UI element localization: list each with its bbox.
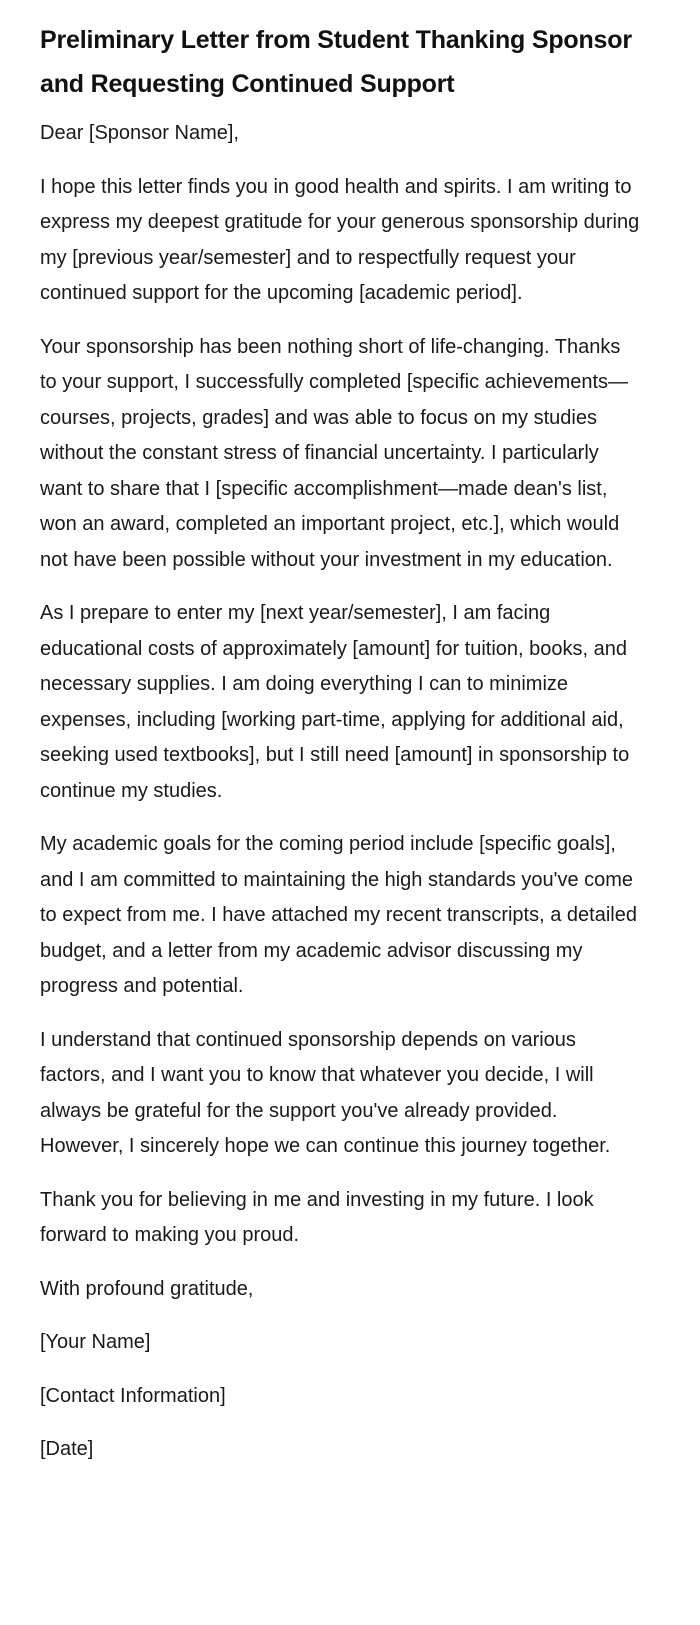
signature-name: [Your Name] [40,1331,151,1353]
letter-date: [Date] [40,1438,94,1460]
contact-information: [Contact Information] [40,1384,226,1407]
body-paragraph-2: Your sponsorship has been nothing short of life-changing. Thanks to your support, I successfully completed [specific achievements—courses, projects, grades] and was able to focus on my studies without the constant stress of financial uncertainty. I particularly want to share that I [specific accomplishment—made dean's list, won an award, completed an important project, etc.], which would not have been possible without your investment in my education. [40,335,629,571]
body-paragraph-5: I understand that continued sponsorship depends on various factors, and I want you to know that whatever you decide, I will always be grateful for the support you've already provided. However, I sincerely hope we can continue this journey together. [40,1028,611,1157]
salutation: Dear [Sponsor Name], [40,122,239,144]
body-paragraph-4: My academic goals for the coming period include [specific goals], and I am committed to maintaining the high standards you've come to expect from me. I have attached my recent transcripts, a detailed budget, and a letter from my academic advisor discussing my progress and potential. [40,833,637,997]
letter-title: Preliminary Letter from Student Thanking Sponsor and Requesting Continued Support [40,26,632,98]
body-paragraph-3: As I prepare to enter my [next year/semester], I am facing educational costs of approximately [amount] for tuition, books, and necessary supplies. I am doing everything I can to minimize expenses, including [working part-time, applying for additional aid, seeking used textbooks], but I still need [amount] in sponsorship to continue my studies. [40,602,630,802]
body-paragraph-6: Thank you for believing in me and investing in my future. I look forward to making you proud. [40,1188,594,1246]
letter [40,18,640,1468]
body-paragraph-1: I hope this letter finds you in good health and spirits. I am writing to express my deepest gratitude for your generous sponsorship during my [previous year/semester] and to respectfully request your continued support for the upcoming [academic period]. [40,175,640,304]
closing: With profound gratitude, [40,1277,254,1300]
